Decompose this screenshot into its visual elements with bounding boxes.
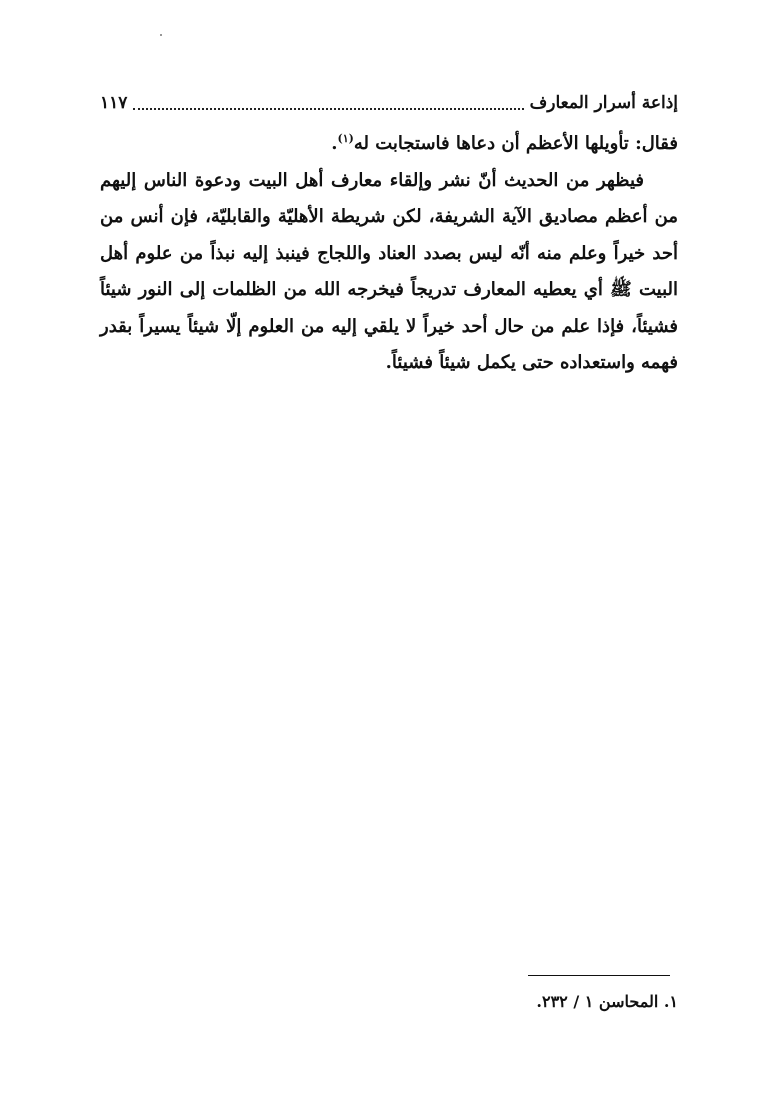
- main-text: [100, 126, 678, 382]
- running-header-title: إذاعة أسرار المعارف: [529, 93, 678, 113]
- footnote-marker: (١): [337, 132, 354, 145]
- paragraph-1-text: فقال: تأويلها الأعظم أن دعاها فاستجابت له: [353, 133, 678, 154]
- scan-speck: [160, 34, 162, 36]
- page-number: ١١٧: [100, 93, 128, 113]
- running-header: [100, 86, 678, 114]
- leader-dots: [133, 107, 523, 110]
- footnote-1: ١. المحاسن ١ / ٢٣٢.: [536, 992, 678, 1011]
- paragraph-1: [100, 126, 678, 163]
- footnote-separator: [528, 975, 670, 976]
- paragraph-1-tail: .: [331, 133, 338, 154]
- paragraph-2: فيظهر من الحديث أنّ نشر وإلقاء معارف أهل البيت ودعوة الناس إليهم من أعظم مصاديق الآية الشريفة، لكن شريطة الأهليّة والقابليّة، فإن أنس من أحد خيراً وعلم منه أنّه ليس بصدد العناد واللجاج فينبذ إليه نبذاً من علوم أهل البيت ﷺ أي يعطيه المعارف تدريجاً فيخرجه الله من الظلمات إلى النور شيئاً فشيئاً، فإذا علم من حال أحد خيراً لا يلقي إليه من العلوم إلّا شيئاً يسيراً بقدر فهمه واستعداده حتى يكمل شيئاً فشيئاً.: [100, 169, 678, 373]
